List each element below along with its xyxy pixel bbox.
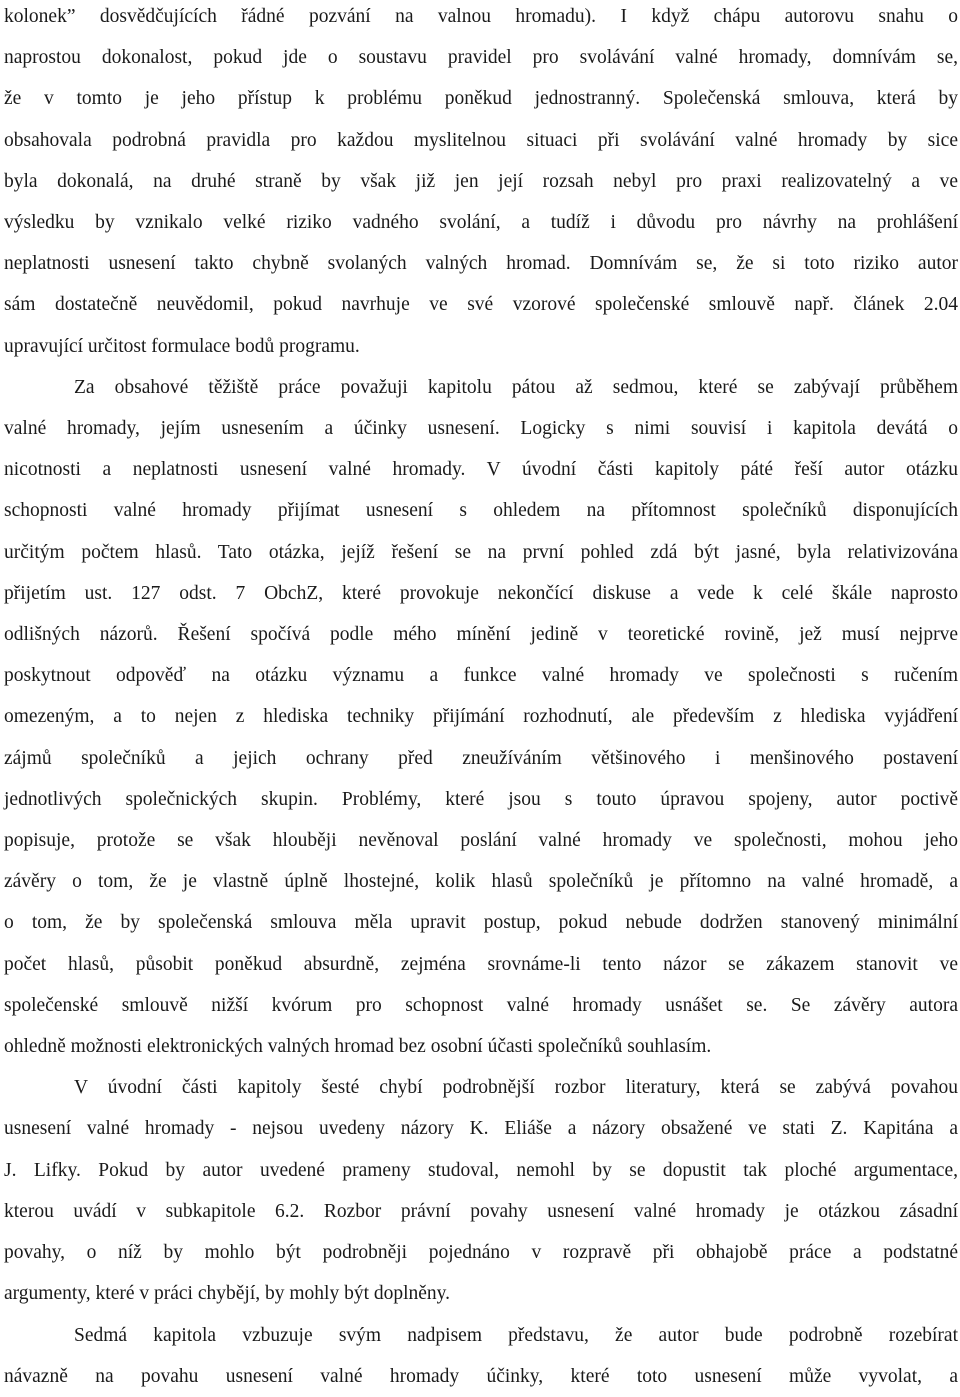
text-line: V úvodní části kapitoly šesté chybí podrobnější rozbor literatury, která se zabývá povahou — [74, 1077, 958, 1099]
text-line: kolonek” dosvědčujících řádné pozvání na valnou hromadu). I když chápu autorovu snahu o — [4, 6, 958, 27]
text-line: argumenty, které v práci chybějí, by mohly být doplněny. — [4, 1283, 451, 1305]
text-line: o tom, že by společenská smlouva měla upravit postup, pokud nebude dodržen stanovený minimální — [4, 912, 958, 934]
text-line: naprostou dokonalost, pokud jde o soustavu pravidel pro svolávání valné hromady, domnívám se, — [4, 47, 958, 69]
text-line: schopnosti valné hromady přijímat usnesení s ohledem na přítomnost společníků disponujících — [4, 500, 958, 522]
text-line: nicotnosti a neplatnosti usnesení valné hromady. V úvodní části kapitoly páté řeší autor otázku — [4, 459, 958, 481]
document-page — [4, 0, 958, 1397]
text-line: upravující určitost formulace bodů programu. — [4, 335, 360, 357]
text-line: že v tomto je jeho přístup k problému poněkud jednostranný. Společenská smlouva, která by — [4, 88, 958, 110]
text-line: odlišných názorů. Řešení spočívá podle mého mínění jedině v teoretické rovině, jež musí nejprve — [4, 624, 958, 646]
paragraph-4 — [4, 1315, 958, 1397]
text-line: ohledně možnosti elektronických valných hromad bez osobní účasti společníků souhlasím. — [4, 1036, 712, 1058]
text-line: závěry o tom, že je vlastně úplně lhostejné, kolik hlasů společníků je přítomno na valné hromadě, a — [4, 871, 958, 893]
text-line: povahy, o níž by mohlo být podrobněji pojednáno v rozpravě při obhajobě práce a podstatné — [4, 1242, 958, 1264]
text-line: obsahovala podrobná pravidla pro každou myslitelnou situaci při svolávání valné hromady by sice — [4, 129, 958, 151]
paragraph-3 — [4, 1067, 958, 1314]
text-line: J. Lifky. Pokud by autor uvedené prameny studoval, nemohl by se dopustit tak ploché argumentace, — [4, 1159, 958, 1181]
text-line: společenské smlouvě nižší kvórum pro schopnost valné hromady usnášet se. Se závěry autora — [4, 994, 958, 1016]
paragraph-1 — [4, 0, 958, 367]
text-line: poskytnout odpověď na otázku významu a funkce valné hromady ve společnosti s ručením — [4, 665, 958, 687]
text-line: kterou uvádí v subkapitole 6.2. Rozbor právní povahy usnesení valné hromady je otázkou zásadní — [4, 1200, 958, 1222]
text-line: návazně na povahu usnesení valné hromady účinky, které toto usnesení může vyvolat, a — [4, 1365, 958, 1387]
text-line: zájmů společníků a jejich ochrany před zneužíváním většinového i menšinového postavení — [4, 747, 958, 769]
text-line: přijetím ust. 127 odst. 7 ObchZ, které provokuje nekončící diskuse a vede k celé škále naprosto — [4, 582, 958, 604]
text-line: byla dokonalá, na druhé straně by však již jen její rozsah nebyl pro praxi realizovatelný a ve — [4, 170, 958, 192]
text-line: výsledku by vznikalo velké riziko vadného svolání, a tudíž i důvodu pro návrhy na prohlášení — [4, 212, 958, 234]
text-line: valné hromady, jejím usnesením a účinky usnesení. Logicky s nimi souvisí i kapitola devátá o — [4, 418, 958, 440]
text-line: usnesení valné hromady - nejsou uvedeny názory K. Eliáše a názory obsažené ve stati Z. Kapitána a — [4, 1118, 958, 1140]
text-line: určitým počtem hlasů. Tato otázka, jejíž řešení se na první pohled zdá být jasné, byla relativizována — [4, 541, 958, 563]
text-line: omezeným, a to nejen z hlediska techniky přijímání rozhodnutí, ale především z hlediska vyjádření — [4, 706, 958, 728]
text-line: jednotlivých společnických skupin. Problémy, které jsou s touto úpravou spojeny, autor poctivě — [4, 788, 958, 810]
text-line: popisuje, protože se však hlouběji nevěnoval poslání valné hromady ve společnosti, mohou jeho — [4, 830, 958, 852]
text-line: sám dostatečně neuvědomil, pokud navrhuje ve své vzorové společenské smlouvě např. článek 2.04 — [4, 294, 958, 316]
text-line: Sedmá kapitola vzbuzuje svým nadpisem představu, že autor bude podrobně rozebírat — [74, 1324, 958, 1346]
paragraph-2 — [4, 367, 958, 1067]
text-line: neplatnosti usnesení takto chybně svolaných valných hromad. Domnívám se, že si toto riziko autor — [4, 253, 958, 275]
text-line: Za obsahové těžiště práce považuji kapitolu pátou až sedmou, které se zabývají průběhem — [74, 376, 958, 398]
text-line: počet hlasů, působit poněkud absurdně, zejména srovnáme-li tento názor se zákazem stanovit ve — [4, 953, 958, 975]
